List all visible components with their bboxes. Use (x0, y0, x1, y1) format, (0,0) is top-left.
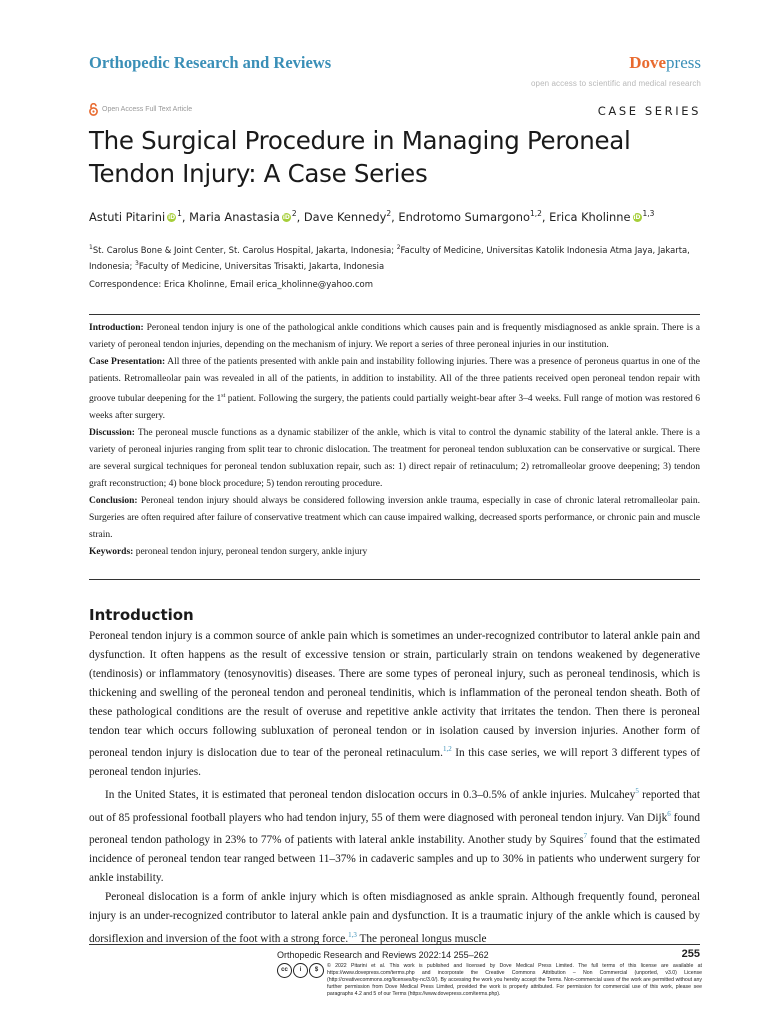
footer-citation[interactable]: Orthopedic Research and Reviews 2022:14 255–262 (277, 950, 489, 960)
open-access-badge (89, 103, 192, 116)
page-number: 255 (681, 948, 700, 960)
paragraph: Peroneal tendon injury is a common source of ankle pain which is sometimes an under-recognized contributor to lateral ankle pain and dysfunction. It often happens as the result of excessive tension or strain, particularly strain on tendons weakened by degenerative (tendinosis) or inflammatory (tenosynovitis) diseases. There are some types of peroneal injury, such as peroneal tendinosis, which is thickening and swelling of the peroneal tendon and peroneal tendinitis, which is inflammation of the peroneal tendon sheath. Both of these pathological conditions are the result of overuse and repetitive ankle activity that irritates the tendon. Then there is peroneal tendon tear which occurs following subluxation of peroneal tendon or in isolation caused by inversion injuries. Another form of peroneal tendon injury is dislocation due to tear of the peroneal retinaculum.$^{1,2}$ In this case series, we will report 3 different types of peroneal tendon injuries. (89, 630, 701, 779)
abstract-top-rule (89, 314, 700, 315)
abstract-discussion: Discussion: The peroneal muscle functions as a dynamic stabilizer of the ankle, which is vital to control the dynamic stability of the lateral ankle. There is a variety of peroneal injuries ranging from split tear to chronic dislocation. The treatment for peroneal tendon subluxation can be conservative or surgical. There are several surgical techniques for peroneal tendon subluxation repair, such as: 1) direct repair of retinaculum; 2) retromalleolar groove deepening; 3) tendon graft reconstruction; 4) bone block procedure; 5) tendon rerouting procedure. (89, 428, 700, 490)
paragraph: Peroneal dislocation is a form of ankle injury which is often misdiagnosed as ankle sprain. Although frequently found, peroneal injury is an under-recognized contributor to lateral ankle pain and dysfunction. It is a traumatic injury of the ankle which is caused by dorsiflexion and inversion of the foot with a strong force.$^{1,3}$ The peroneal longus muscle (89, 890, 700, 945)
footer-rule (89, 944, 700, 945)
correspondence[interactable]: Correspondence: Erica Kholinne, Email erica_kholinne@yahoo.com (89, 280, 373, 290)
open-access-label: Open Access Full Text Article (102, 106, 193, 113)
orcid-icon[interactable]: iD (633, 213, 641, 221)
abstract-bottom-rule (89, 579, 700, 580)
section-heading: Introduction (89, 606, 194, 624)
author-affiliation: 1 (177, 209, 182, 218)
abstract-conclusion: Conclusion: Peroneal tendon injury should always be considered following inversion ankle trauma, especially in case of chronic lateral retromalleolar pain. Surgeries are often required after failure of conservative treatment which can cause impaired walking, decreased sports performance, or chronic pain and muscle strain. (89, 496, 701, 541)
orcid-icon[interactable]: iD (168, 213, 176, 221)
abstract-keywords: Keywords: peroneal tendon injury, peroneal tendon surgery, ankle injury (89, 547, 368, 558)
citation-link[interactable]: 1,3 (348, 930, 357, 939)
author-name[interactable]: Astuti Pitarini (89, 209, 166, 224)
affiliations: $^1$St. Carolus Bone & Joint Center, St. Carolus Hospital, Jakarta, Indonesia; $^2$Faculty of Medicine, Universitas Katolik Indonesia Atma Jaya, Jakarta, Indonesia; $^3$Faculty of Medicine, Universitas Trisakti, Jakarta, Indonesia (89, 244, 690, 271)
author-affiliation: 2 (386, 209, 392, 218)
paragraph: In the United States, it is estimated that peroneal tendon dislocation occurs in 0.3–0.5% of ankle injuries. Mulcahey$^5$ reported that out of 85 professional football players who had tendon injury, 55 of them were diagnosed with peroneal tendon injury. Van Dijk$^6$ found peroneal tendon pathology in 23% to 77% of patients with lateral ankle instability. Another study by Squires$^7$ found that the estimated incidence of peroneal tendon tear ranged between 11–37% in cadaveric samples and up to 30% in patients who underwent surgery for ankle instability. (89, 787, 701, 884)
journal-name[interactable]: Orthopedic Research and Reviews (89, 53, 332, 72)
citation-link[interactable]: 1,2 (442, 745, 452, 754)
abstract (89, 320, 700, 561)
article-type: CASE SERIES (597, 104, 701, 118)
abstract-introduction: Introduction: Peroneal tendon injury is one of the pathological ankle conditions which causes pain and is frequently misdiagnosed as ankle sprain. There is a variety of peroneal tendon injuries, depending on the mechanism of injury. We report a series of three peroneal injuries in our institution. (89, 323, 701, 350)
orcid-icon[interactable]: iD (282, 213, 290, 221)
license-text: © 2022 Pitarini et al. This work is published and licensed by Dove Medical Press Limited. The full terms of this license are available at https://www.dovepress.com/terms.php and incorporate the Creative Commons Attribution – Non Commercial (unported, v3.0) License (http://creativecommons.org/licenses/by-nc/3.0/). By accessing the work you hereby accept the Terms. Non-commercial uses of the work are permitted without any further permission from Dove Medical Press Limited, provided the work is properly attributed. For permission for commercial use of this work, please see paragraphs 4.2 and 5 of our Terms (https://www.dovepress.com/terms.php). (327, 963, 702, 997)
creative-commons-icon: cc (277, 963, 292, 978)
article-title: The Surgical Procedure in Managing Peroneal Tendon Injury: A Case Series (89, 126, 631, 188)
cc-license-badge[interactable] (277, 963, 324, 978)
author-affiliation: 2 (291, 209, 297, 218)
citation-link[interactable]: 7 (583, 832, 588, 841)
publisher-logo: Dovepress (629, 53, 701, 72)
author-name[interactable]: Endrotomo Sumargono (398, 209, 530, 224)
author-name[interactable]: Erica Kholinne (549, 209, 631, 224)
author-name[interactable]: Dave Kennedy (303, 209, 387, 224)
citation-link[interactable]: 6 (667, 809, 671, 818)
author-affiliation: 1,2 (529, 209, 542, 218)
author-list: Astuti Pitarini iD $^1$, Maria Anastasia iD $^2$, Dave Kennedy$^2$, Endrotomo Sumargono$^{1,2}$, Erica Kholinne iD $^{1,3}$ (89, 209, 655, 224)
affiliation-1: St. Carolus Bone & Joint Center, St. Carolus Hospital, Jakarta, Indonesia; (92, 244, 395, 255)
non-commercial-icon: $ (309, 963, 324, 978)
introduction-body (89, 627, 700, 948)
author-name[interactable]: Maria Anastasia (189, 209, 280, 224)
author-affiliation: 1,3 (642, 209, 655, 218)
abstract-case-presentation: Case Presentation: All three of the patients presented with ankle pain and instability following injuries. There was a presence of peroneus quartus in one of the patients. Retromalleolar pain was revealed in all of the patients, in addition to instability. All of the three patients received open peroneal tendon repair with groove tubular deepening for the 1st patient. Following the surgery, the patients could partially weight-bear after 3–4 weeks. Full range of motion was restored 6 weeks after surgery. (89, 357, 700, 422)
attribution-icon: i (293, 963, 308, 978)
affiliation-2: Faculty of Medicine, Universitas Katolik Indonesia Atma Jaya, Jakarta, Indonesia; (89, 244, 690, 271)
publisher-tagline: open access to scientific and medical research (530, 79, 701, 88)
citation-link[interactable]: 5 (635, 787, 639, 796)
publisher-brand[interactable] (531, 53, 701, 88)
open-access-icon (89, 103, 98, 116)
affiliation-3: Faculty of Medicine, Universitas Trisakti, Jakarta, Indonesia (138, 260, 385, 271)
